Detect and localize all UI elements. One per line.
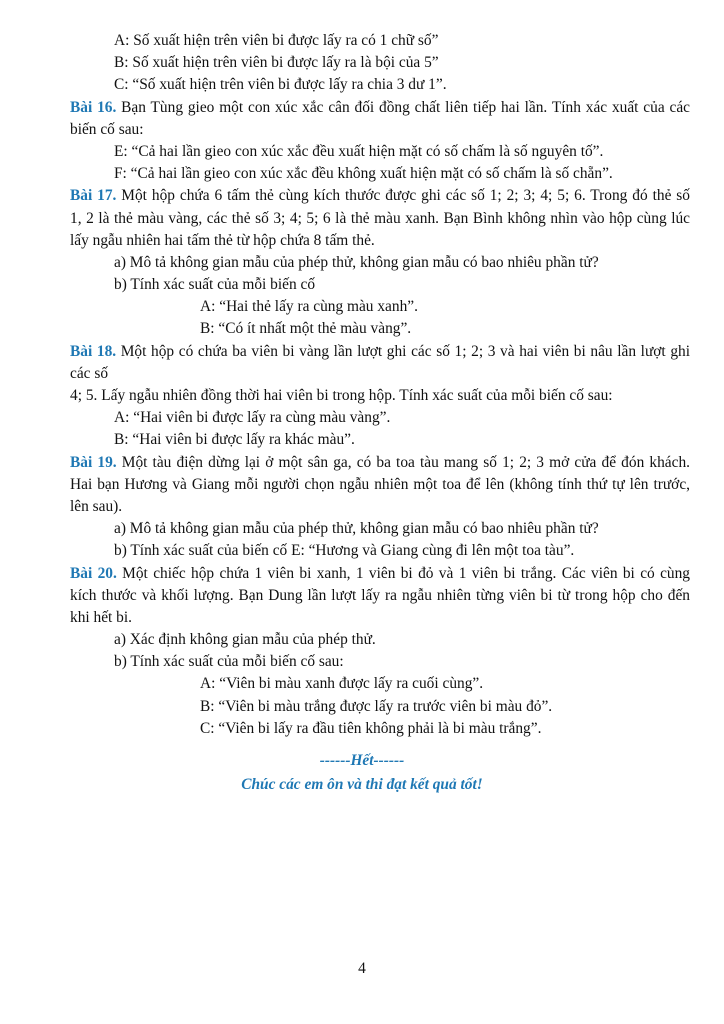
text-line: A: “Viên bi màu xanh được lấy ra cuối cùng”. xyxy=(200,675,484,693)
text: Một hộp có chứa ba viên bi vàng lần lượt ghi các số 1; 2; 3 và hai viên bi nâu lần lượt ghi xyxy=(116,342,690,360)
text-line: B: “Hai viên bi được lấy ra khác màu”. xyxy=(114,431,355,449)
text-line: F: “Cả hai lần gieo con xúc xắc đều không xuất hiện mặt có số chấm là số chẵn”. xyxy=(114,165,613,183)
exercise-20-heading xyxy=(70,563,690,585)
text-line: b) Tính xác suất của biến cố E: “Hương và Giang cùng đi lên một toa tàu”. xyxy=(114,542,575,560)
exercise-17-heading xyxy=(70,185,690,207)
text: Một hộp chứa 6 tấm thẻ cùng kích thước được ghi các số 1; 2; 3; 4; 5; 6. Trong đó thẻ số xyxy=(116,187,690,205)
exercise-19-heading xyxy=(70,452,690,474)
text: Một chiếc hộp chứa 1 viên bi xanh, 1 viên bi đỏ và 1 viên bi trắng. Các viên bi có cùng xyxy=(116,564,690,582)
text: Bạn Tùng gieo một con xúc xắc cân đối đồng chất liên tiếp hai lần. Tính xác xuất của các xyxy=(116,98,690,116)
text-line: 4; 5. Lấy ngẫu nhiên đồng thời hai viên bi trong hộp. Tính xác suất của mỗi biến cố sau: xyxy=(70,387,613,404)
text-line: A: “Hai thẻ lấy ra cùng màu xanh”. xyxy=(200,298,418,316)
text-line: Hai bạn Hương và Giang mỗi người chọn ngẫu nhiên một toa để lên (không tính thứ tự lên trước, xyxy=(70,475,690,493)
text-line: b) Tính xác suất của mỗi biến cố xyxy=(114,276,316,294)
text-line: a) Mô tả không gian mẫu của phép thử, không gian mẫu có bao nhiêu phần tử? xyxy=(114,520,599,538)
text-line: a) Xác định không gian mẫu của phép thử. xyxy=(114,631,376,649)
text-line: lấy ngẫu nhiên hai tấm thẻ từ hộp chứa 8 tấm thẻ. xyxy=(70,231,375,249)
text-line: lên sau). xyxy=(70,497,123,515)
exercise-16-heading xyxy=(70,97,690,119)
document-body xyxy=(70,30,690,740)
text: Một tàu điện dừng lại ở một sân ga, có ba toa tàu mang số 1; 2; 3 mở cửa để đón khách. xyxy=(116,453,691,471)
text-line: a) Mô tả không gian mẫu của phép thử, không gian mẫu có bao nhiêu phần tử? xyxy=(114,253,599,271)
text-line: B: “Có ít nhất một thẻ màu vàng”. xyxy=(200,320,412,338)
text-line: biến cố sau: xyxy=(70,120,144,138)
text-line: kích thước và khối lượng. Bạn Dung lần lượt lấy ra ngẫu nhiên từng viên bi từ trong hộp cho đến xyxy=(70,586,690,604)
text-line: C: “Viên bi lấy ra đầu tiên không phải là bi màu trắng”. xyxy=(200,719,542,737)
text-line: A: “Hai viên bi được lấy ra cùng màu vàng”. xyxy=(114,409,391,427)
exercise-label: Bài 17. xyxy=(70,187,117,205)
exercise-label: Bài 20. xyxy=(70,564,117,582)
text-line: A: Số xuất hiện trên viên bi được lấy ra có 1 chữ số” xyxy=(114,32,439,49)
text-line: B: “Viên bi màu trắng được lấy ra trước viên bi màu đỏ”. xyxy=(200,697,553,715)
exercise-label: Bài 19. xyxy=(70,453,117,471)
text-line: E: “Cả hai lần gieo con xúc xắc đều xuất hiện mặt có số chấm là số nguyên tố”. xyxy=(114,142,604,160)
text-line: B: Số xuất hiện trên viên bi được lấy ra là bội của 5” xyxy=(114,54,439,72)
closing-wish: Chúc các em ôn và thi đạt kết quả tốt! xyxy=(241,776,483,793)
exercise-label: Bài 18. xyxy=(70,342,117,360)
text-line: C: “Số xuất hiện trên viên bi được lấy ra chia 3 dư 1”. xyxy=(114,76,447,94)
end-marker: ------Hết------ xyxy=(319,752,405,769)
text-line: 1, 2 là thẻ màu vàng, các thẻ số 3; 4; 5; 6 là thẻ màu xanh. Bạn Bình không nhìn vào hộp cùng lúc xyxy=(70,209,690,227)
text-line: các số xyxy=(70,364,109,382)
exercise-18-heading xyxy=(70,341,690,363)
page-number: 4 xyxy=(358,960,366,977)
text-line: khi hết bi. xyxy=(70,608,132,626)
exercise-label: Bài 16. xyxy=(70,98,117,116)
text-line: b) Tính xác suất của mỗi biến cố sau: xyxy=(114,653,344,671)
